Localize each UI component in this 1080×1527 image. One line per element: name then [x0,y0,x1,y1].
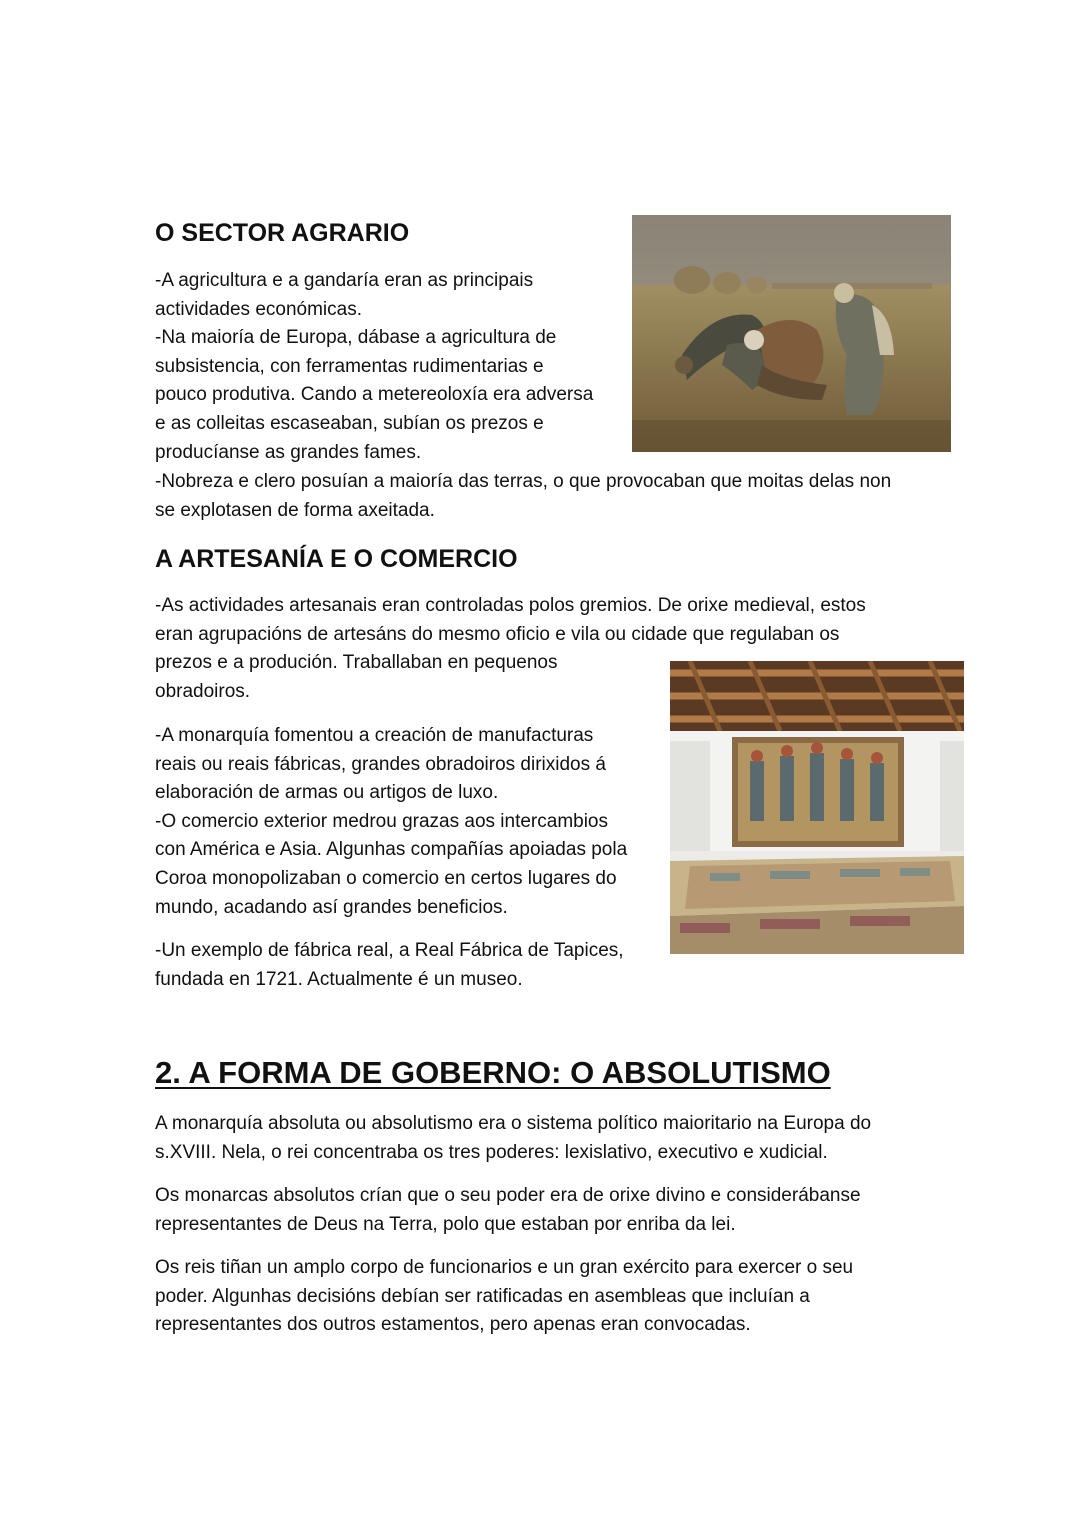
heading-crafts-commerce: A ARTESANÍA E O COMERCIO [155,545,518,573]
gleaners-painting-illustration [632,215,951,452]
crafts-paragraph-tapestry-factory: -Un exemplo de fábrica real, a Real Fábrica de Tapices, fundada en 1721. Actualmente é un museo. [155,940,624,990]
agrarian-paragraph-land: -Nobreza e clero posuían a maioría das terras, o que provocaban que moitas delas non se explotasen de forma axeitada. [155,471,892,521]
gleaners-painting-image [632,215,951,452]
heading-agrarian-sector: O SECTOR AGRARIO [155,219,410,247]
absolutism-paragraph-definition: A monarquía absoluta ou absolutismo era o sistema político maioritario na Europa do s.XVIII. Nela, o rei concentraba os tres poderes: lexislativo, executivo e xudicial. [155,1113,872,1163]
crafts-paragraph-manufactures: -A monarquía fomentou a creación de manufacturas reais ou reais fábricas, grandes obradoiros dirixidos á elaboración de armas ou artigos de luxo. -O comercio exterior medrou grazas aos intercambios con América e Asia. Algunhas compañías apoiadas pola Coroa monopolizaban o comercio en certos lugares do mundo, acadando así grandes beneficios. [155,725,628,918]
absolutism-paragraph-divine-right: Os monarcas absolutos crían que o seu poder era de orixe divino e considerábanse representantes de Deus na Terra, polo que estaban por enriba da lei. [155,1185,861,1235]
heading-absolutism: 2. A FORMA DE GOBERNO: O ABSOLUTISMO [155,1055,831,1090]
agrarian-paragraph-intro: -A agricultura e a gandaría eran as principais actividades económicas. -Na maioría de Europa, dábase a agricultura de subsistencia, con ferramentas rudimentarias e pouco produtiva. Cando a metereoloxía era adversa e as colleitas escaseaban, subían os prezos e producíanse as grandes fames. [155,270,594,463]
crafts-paragraph-guilds: -As actividades artesanais eran controladas polos gremios. De orixe medieval, estos eran agrupacións de artesáns do mesmo oficio e vila ou cidade que regulaban os prezos e a produción. Traballaban en pequenos obradoiros. [155,595,866,702]
tapestry-factory-illustration [670,661,964,954]
tapestry-factory-image [670,661,964,954]
absolutism-paragraph-officials: Os reis tiñan un amplo corpo de funcionarios e un gran exército para exercer o seu poder. Algunhas decisións debían ser ratificadas en asembleas que incluían a representantes dos outros estamentos, pero apenas eran convocadas. [155,1257,854,1336]
